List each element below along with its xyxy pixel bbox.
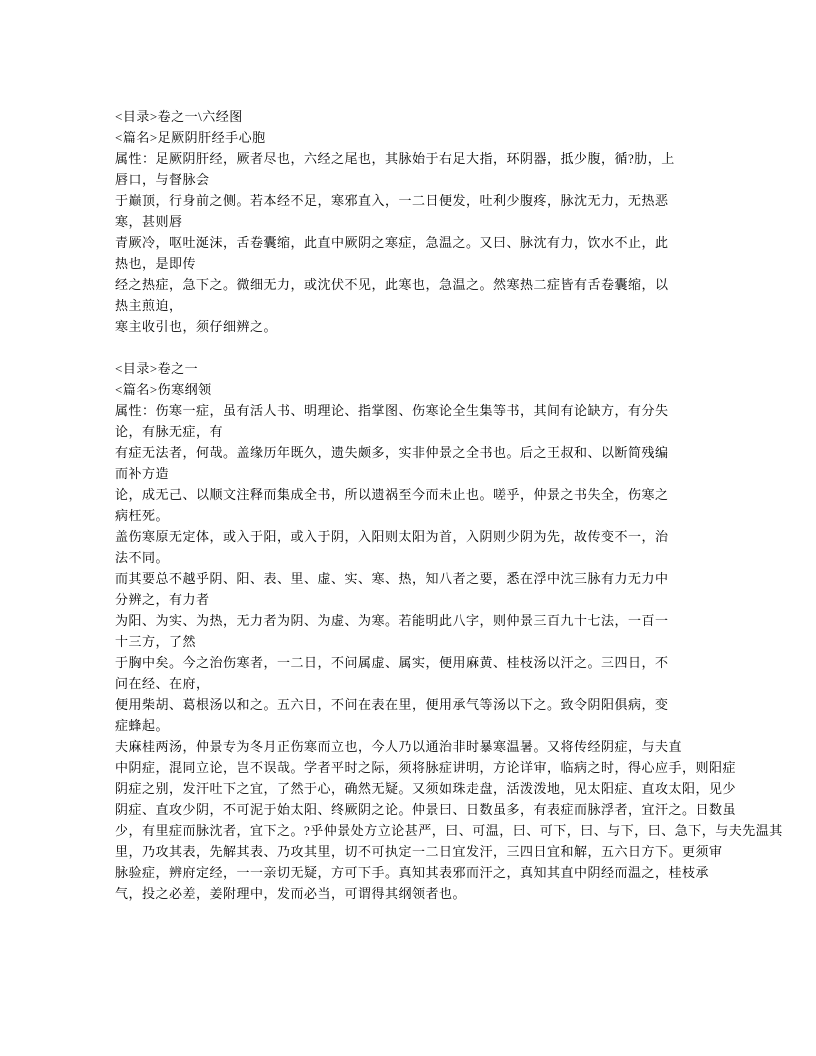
text-line: 寒，甚则唇 [115, 214, 183, 229]
text-line: 阴症、直攻少阴，不可泥于始太阳、终厥阴之论。仲景曰、日数虽多，有表症而脉浮者，宜汗之。日数虽 [115, 802, 737, 817]
text-line: 于胸中矣。今之治伤寒者，一二日，不问属虚、属实，便用麻黄、桂枝汤以汗之。三四日，不 [115, 655, 669, 670]
text-line: 里，乃攻其表，先解其表、乃攻其里，切不可执定一二日宜发汗，三四日宜和解，五六日方下。更须审 [115, 844, 723, 859]
section-liujingtu-zujueyin [115, 106, 775, 337]
text-line: 盖伤寒原无定体，或入于阳，或入于阴，入阳则太阳为首，入阴则少阴为先，故传变不一，治 [115, 529, 669, 544]
text-line: 症蜂起。 [115, 718, 170, 733]
text-line: 问在经、在府， [115, 676, 210, 691]
text-line: 为阳、为实、为热，无力者为阴、为虚、为寒。若能明此八字，则仲景三百九十七法，一百一 [115, 613, 669, 628]
text-line: <篇名>足厥阴肝经手心胞 [115, 130, 266, 145]
text-line: 经之热症，急下之。微细无力，或沈伏不见，此寒也，急温之。然寒热二症皆有舌卷囊缩，以 [115, 277, 669, 292]
text-line: 青厥冷，呕吐涎沫，舌卷囊缩，此直中厥阴之寒症，急温之。又曰、脉沈有力，饮水不止，此 [115, 235, 669, 250]
text-line: 而其要总不越乎阴、阳、表、里、虚、实、寒、热，知八者之要，悉在浮中沈三脉有力无力中 [115, 571, 669, 586]
text-line: 论，有脉无症，有 [115, 424, 224, 439]
section-shanghan-gangling [115, 358, 783, 904]
text-line: 法不同。 [115, 550, 170, 565]
text-content [115, 106, 783, 904]
text-line: 气，投之必差，姜附理中，发而必当，可谓得其纲领者也。 [115, 886, 467, 901]
text-line: 便用柴胡、葛根汤以和之。五六日，不问在表在里，便用承气等汤以下之。致令阴阳俱病，变 [115, 697, 669, 712]
text-line: 寒主收引也，须仔细辨之。 [115, 319, 278, 334]
text-line: 于巅顶，行身前之侧。若本经不足，寒邪直入，一二日便发，吐利少腹疼，脉沈无力，无热恶 [115, 193, 669, 208]
text-line: <目录>卷之一\六经图 [115, 109, 243, 124]
text-line: 有症无法者，何哉。盖缘历年既久，遗失颇多，实非仲景之全书也。后之王叔和、以断简残编 [115, 445, 669, 460]
text-line: 少，有里症而脉沈者，宜下之。?乎仲景处方立论甚严，曰、可温，曰、可下，曰、与下，曰、急下，与夫先温其 [115, 823, 783, 838]
text-line: 十三方，了然 [115, 634, 197, 649]
text-line: 唇口，与督脉会 [115, 172, 210, 187]
text-line: 热主煎迫， [115, 298, 183, 313]
text-line: 中阴症，混同立论，岂不误哉。学者平时之际，须将脉症讲明，方论详审，临病之时，得心应手，则阳症 [115, 760, 737, 775]
text-line: 属性：伤寒一症，虽有活人书、明理论、指掌图、伤寒论全生集等书，其间有论缺方，有分失 [115, 403, 669, 418]
text-line: 阴症之别，发汗吐下之宜，了然于心，确然无疑。又须如珠走盘，活泼泼地，见太阳症、直攻太阳，见少 [115, 781, 737, 796]
text-line: <目录>卷之一 [115, 361, 199, 376]
text-line: 夫麻桂两汤，仲景专为冬月正伤寒而立也，今人乃以通治非时暴寒温暑。又将传经阴症，与夫直 [115, 739, 683, 754]
text-line: 脉验症，辨府定经，一一亲切无疑，方可下手。真知其表邪而汗之，真知其直中阴经而温之，桂枝承 [115, 865, 710, 880]
text-line: 热也，是即传 [115, 256, 197, 271]
text-line: 分辨之，有力者 [115, 592, 210, 607]
text-line: 而补方造 [115, 466, 170, 481]
text-line: 病枉死。 [115, 508, 170, 523]
text-line: 属性：足厥阴肝经，厥者尽也，六经之尾也，其脉始于右足大指，环阴器，抵少腹，循?肋，上 [115, 151, 675, 166]
text-line: <篇名>伤寒纲领 [115, 382, 212, 397]
text-line: 论，成无己、以顺文注释而集成全书，所以遗祸至今而未止也。嗟乎，仲景之书失全，伤寒之 [115, 487, 669, 502]
